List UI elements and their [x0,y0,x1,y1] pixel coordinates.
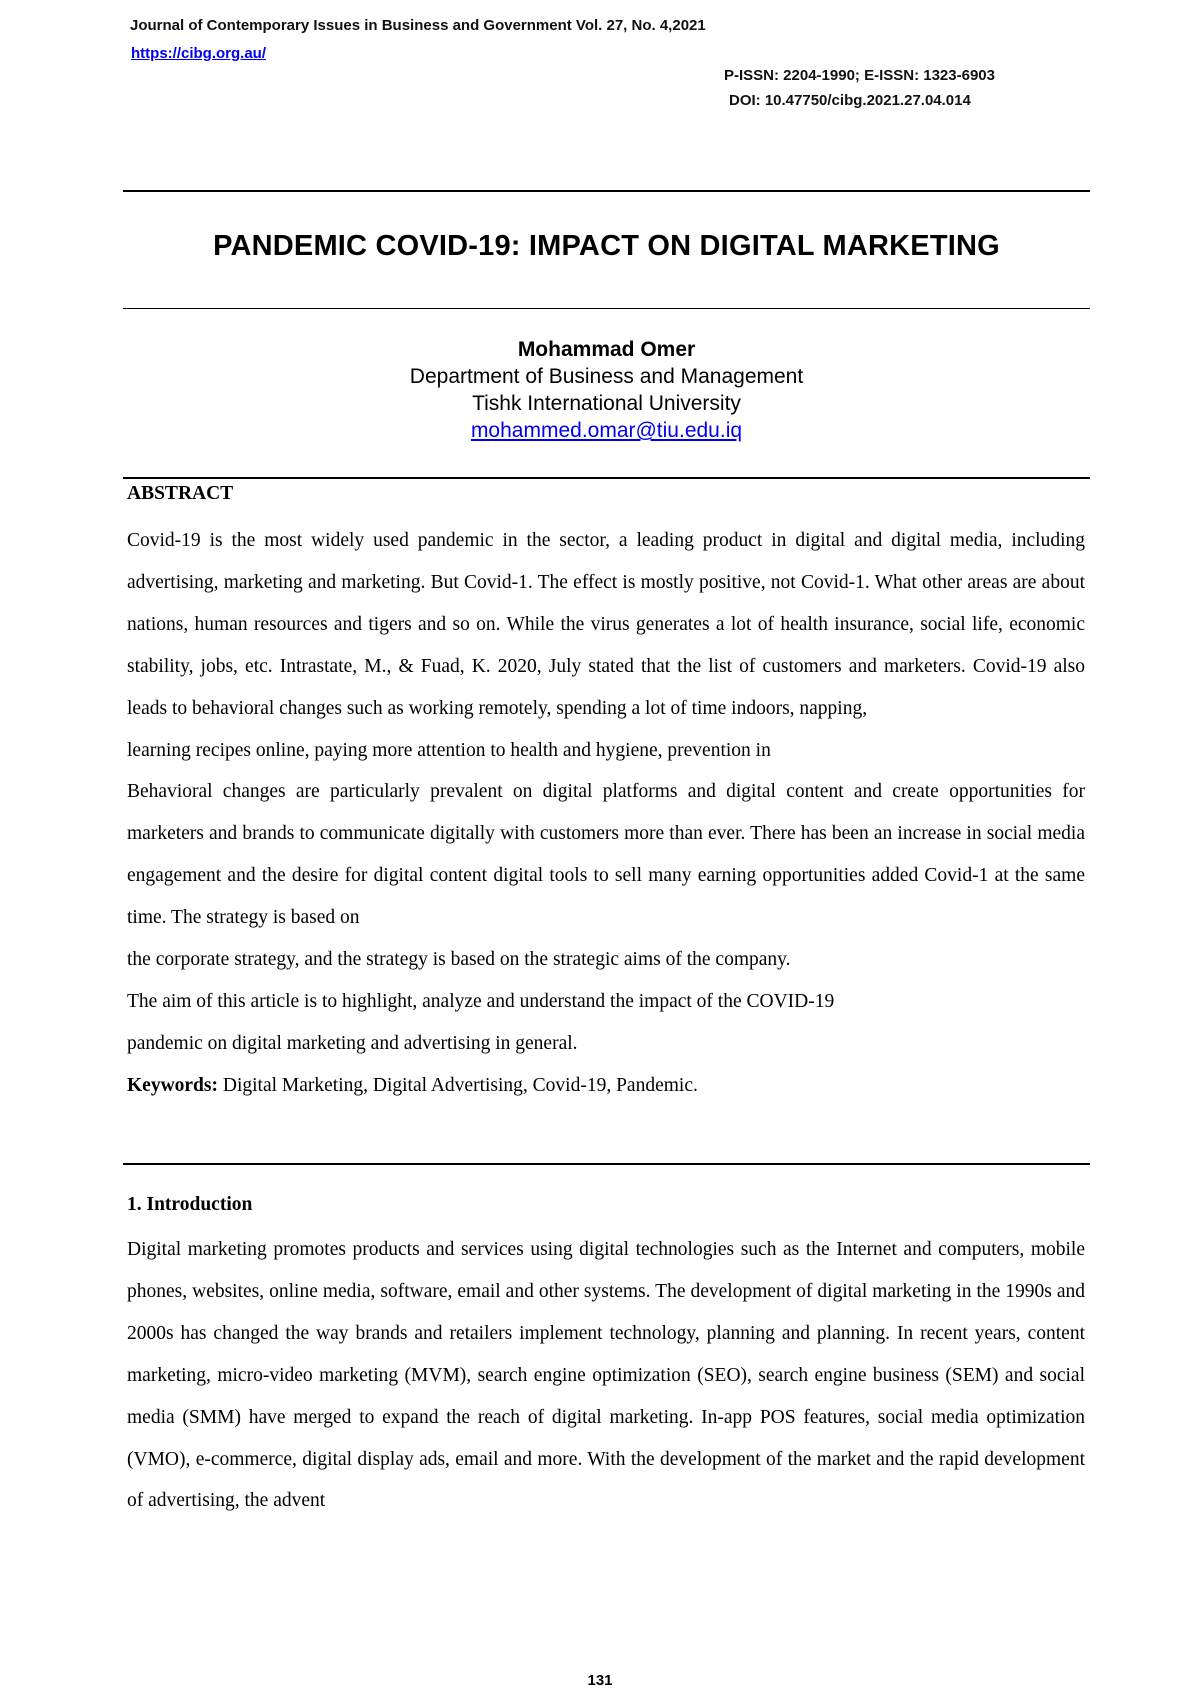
abstract-paragraph-2-end: the corporate strategy, and the strategy is based on the strategic aims of the company. [127,949,791,971]
journal-header: Journal of Contemporary Issues in Business and Government Vol. 27, No. 4,2021 [130,17,706,34]
page-number: 131 [587,1672,613,1689]
abstract-rule [123,477,1090,479]
abstract-body [127,520,1085,1107]
issn-line: P-ISSN: 2204-1990; E-ISSN: 1323-6903 [724,67,995,84]
author-department: Department of Business and Management [409,365,804,388]
paper-title: PANDEMIC COVID-19: IMPACT ON DIGITAL MARKETING [213,230,1000,262]
abstract-paragraph-2: Behavioral changes are particularly prevalent on digital platforms and digital content and create opportunities for marketers and brands to communicate digitally with customers more than ever. There has been an increase in social media engagement and the desire for digital content digital tools to sell many earning opportunities added Covid-1 at the same time. The strategy is based on [127,781,1085,929]
introduction-body [127,1229,1085,1522]
keywords-list: Digital Marketing, Digital Advertising, Covid-19, Pandemic. [218,1074,698,1096]
doi-line: DOI: 10.47750/cibg.2021.27.04.014 [729,92,971,109]
title-top-rule [123,190,1090,192]
abstract-heading: ABSTRACT [127,483,234,504]
keywords-line [127,1065,1085,1107]
author-email-link[interactable]: mohammed.omar@tiu.edu.iq [470,419,743,442]
abstract-paragraph-3: The aim of this article is to highlight, analyze and understand the impact of the COVID-19 [127,990,835,1012]
author-university: Tishk International University [472,392,741,415]
journal-url-link[interactable]: https://cibg.org.au/ [131,45,266,62]
author-block [123,336,1090,444]
abstract-bottom-rule [123,1163,1090,1165]
abstract-paragraph-1-end: learning recipes online, paying more attention to health and hygiene, prevention in [127,739,771,761]
abstract-paragraph-3-end: pandemic on digital marketing and advertising in general. [127,1032,578,1054]
introduction-heading: 1. Introduction [127,1194,253,1215]
keywords-label: Keywords: [127,1074,218,1096]
introduction-paragraph: Digital marketing promotes products and services using digital technologies such as the Internet and computers, mobile phones, websites, online media, software, email and other systems. The development of digital marketing in the 1990s and 2000s has changed the way brands and retailers implement technology, planning and planning. In recent years, content marketing, micro-video marketing (MVM), search engine optimization (SEO), search engine business (SEM) and social media (SMM) have merged to expand the reach of digital marketing. In-app POS features, social media optimization (VMO), e-commerce, digital display ads, email and more. With the development of the market and the rapid development of advertising, the advent [127,1239,1085,1512]
title-bottom-rule [123,308,1090,309]
author-name: Mohammad Omer [517,338,696,361]
abstract-paragraph-1: Covid-19 is the most widely used pandemic in the sector, a leading product in digital and digital media, including advertising, marketing and marketing. But Covid-1. The effect is mostly positive, not Covid-1. What other areas are about nations, human resources and tigers and so on. While the virus generates a lot of health insurance, social life, economic stability, jobs, etc. Intrastate, M., & Fuad, K. 2020, July stated that the list of customers and marketers. Covid-19 also leads to behavioral changes such as working remotely, spending a lot of time indoors, napping, [127,530,1085,719]
